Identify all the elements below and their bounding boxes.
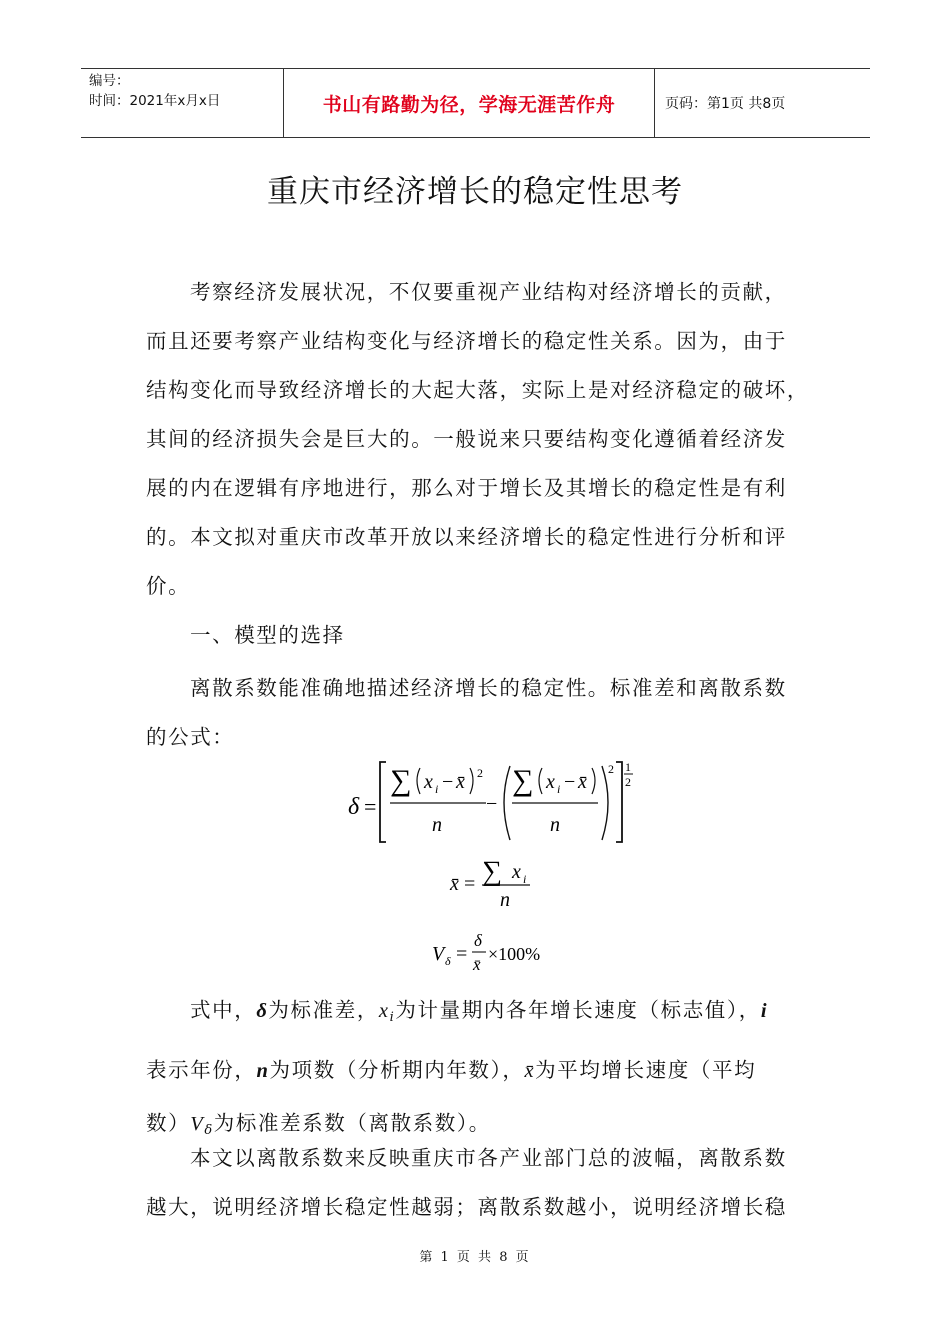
square-exponent: 2 (608, 762, 614, 776)
equals-sign: = (364, 794, 377, 819)
paragraph-line (146, 1044, 806, 1097)
paragraph-line: 结构变化而导致经济增长的大起大落，实际上是对经济稳定的破坏， (146, 378, 809, 402)
equals-sign: = (456, 943, 468, 965)
half-denominator: 2 (625, 775, 631, 789)
paragraph-intro (146, 268, 809, 611)
square-exponent: 2 (477, 766, 483, 780)
paragraph-line (146, 984, 806, 1044)
document-title: 重庆市经济增长的稳定性思考 (267, 174, 683, 210)
paragraph-line: 越大，说明经济增长稳定性越弱；离散系数越小，说明经济增长稳 (146, 1195, 787, 1219)
delta-symbol: δ (348, 794, 360, 820)
sum-symbol: ∑ (512, 764, 534, 797)
x-var: x (512, 861, 521, 883)
document-time-label: 时间：2021年x月x日 (89, 93, 221, 109)
header-page-info: 页码：第1页 共8页 (665, 96, 786, 112)
xbar-var: x̄ (456, 771, 465, 793)
i-subscript: i (557, 782, 561, 796)
left-bracket (380, 762, 386, 842)
header-meta (81, 69, 283, 137)
paragraph-analysis (146, 1134, 806, 1232)
big-paren-open (504, 766, 510, 840)
mean-formula (446, 852, 546, 914)
paragraph-model (146, 664, 806, 762)
xbar-var: x̄ (578, 771, 587, 793)
paragraph-line: 离散系数能准确地描述经济增长的稳定性。标准差和离散系数 (190, 676, 787, 700)
page-footer: 第 1 页 共 8 页 (419, 1250, 531, 1265)
xbar-symbol: x̄ (524, 1060, 536, 1082)
header-motto: 书山有路勤为径，学海无涯苦作舟 (322, 93, 616, 116)
n-var: n (550, 814, 560, 836)
xbar-var: x̄ (473, 955, 481, 974)
right-bracket (616, 762, 622, 842)
text-run: 为标准差系数（离散系数）。 (213, 1111, 491, 1135)
delta-symbol: δ (474, 931, 482, 950)
paragraph-symbols (146, 984, 806, 1157)
half-numerator: 1 (625, 760, 631, 774)
minus-sign: − (486, 793, 498, 815)
paragraph-line: 考察经济发展状况，不仅要重视产业结构对经济增长的贡献， (190, 280, 787, 304)
x-symbol: x (378, 1000, 390, 1022)
paragraph-line: 展的内在逻辑有序地进行，那么对于增长及其增长的稳定性是有利 (146, 476, 787, 500)
paren-open (417, 768, 420, 794)
i-symbol: i (760, 1000, 769, 1022)
document-number-label: 编号： (89, 73, 130, 89)
delta-symbol: δ (256, 1000, 269, 1022)
text-run: 为平均增长速度（平均 (535, 1058, 757, 1082)
text-run: 式中， (190, 998, 257, 1022)
n-symbol: n (256, 1060, 270, 1082)
i-subscript: i (435, 782, 439, 796)
paragraph-line: 的。本文拟对重庆市改革开放以来经济增长的稳定性进行分析和评 (146, 525, 787, 549)
paragraph-line: 价。 (146, 574, 191, 598)
paren-close (592, 768, 595, 794)
x-var: x (546, 771, 555, 793)
section-heading: 一、模型的选择 (190, 623, 345, 647)
text-run: 数） (146, 1111, 191, 1135)
header-table (81, 68, 870, 138)
n-var: n (432, 814, 442, 836)
n-var: n (500, 889, 510, 911)
big-paren-close (602, 766, 608, 840)
text-run: 为标准差， (268, 998, 379, 1022)
V-subscript: δ (204, 1123, 214, 1138)
text-run: 为项数（分析期内年数）， (269, 1058, 525, 1082)
V-symbol: V (190, 1113, 205, 1135)
minus-sign: − (564, 771, 576, 793)
paragraph-line: 本文以离散系数来反映重庆市各产业部门总的波幅，离散系数 (190, 1146, 787, 1170)
delta-subscript: δ (445, 954, 451, 968)
text-run: 为计量期内各年增长速度（标志值）， (395, 998, 761, 1022)
paren-close (470, 768, 473, 794)
std-dev-formula (340, 756, 650, 848)
xbar-var: x̄ (450, 873, 459, 895)
i-subscript: i (523, 872, 527, 886)
minus-sign: − (442, 771, 454, 793)
equals-sign: = (464, 873, 476, 895)
paragraph-line: 其间的经济损失会是巨大的。一般说来只要结构变化遵循着经济发 (146, 427, 787, 451)
sum-symbol: ∑ (482, 856, 502, 887)
V-var: V (432, 943, 445, 965)
text-run: 表示年份， (146, 1058, 257, 1082)
paragraph-line: 而且还要考察产业结构变化与经济增长的稳定性关系。因为，由于 (146, 329, 787, 353)
header-motto-cell (283, 69, 655, 137)
cv-formula (428, 928, 558, 978)
paren-open (539, 768, 542, 794)
times-100-percent: ×100% (488, 944, 541, 964)
sum-symbol: ∑ (390, 764, 412, 797)
paragraph-line: 的公式： (146, 725, 235, 749)
x-subscript: i (389, 1010, 396, 1025)
x-var: x (424, 771, 433, 793)
